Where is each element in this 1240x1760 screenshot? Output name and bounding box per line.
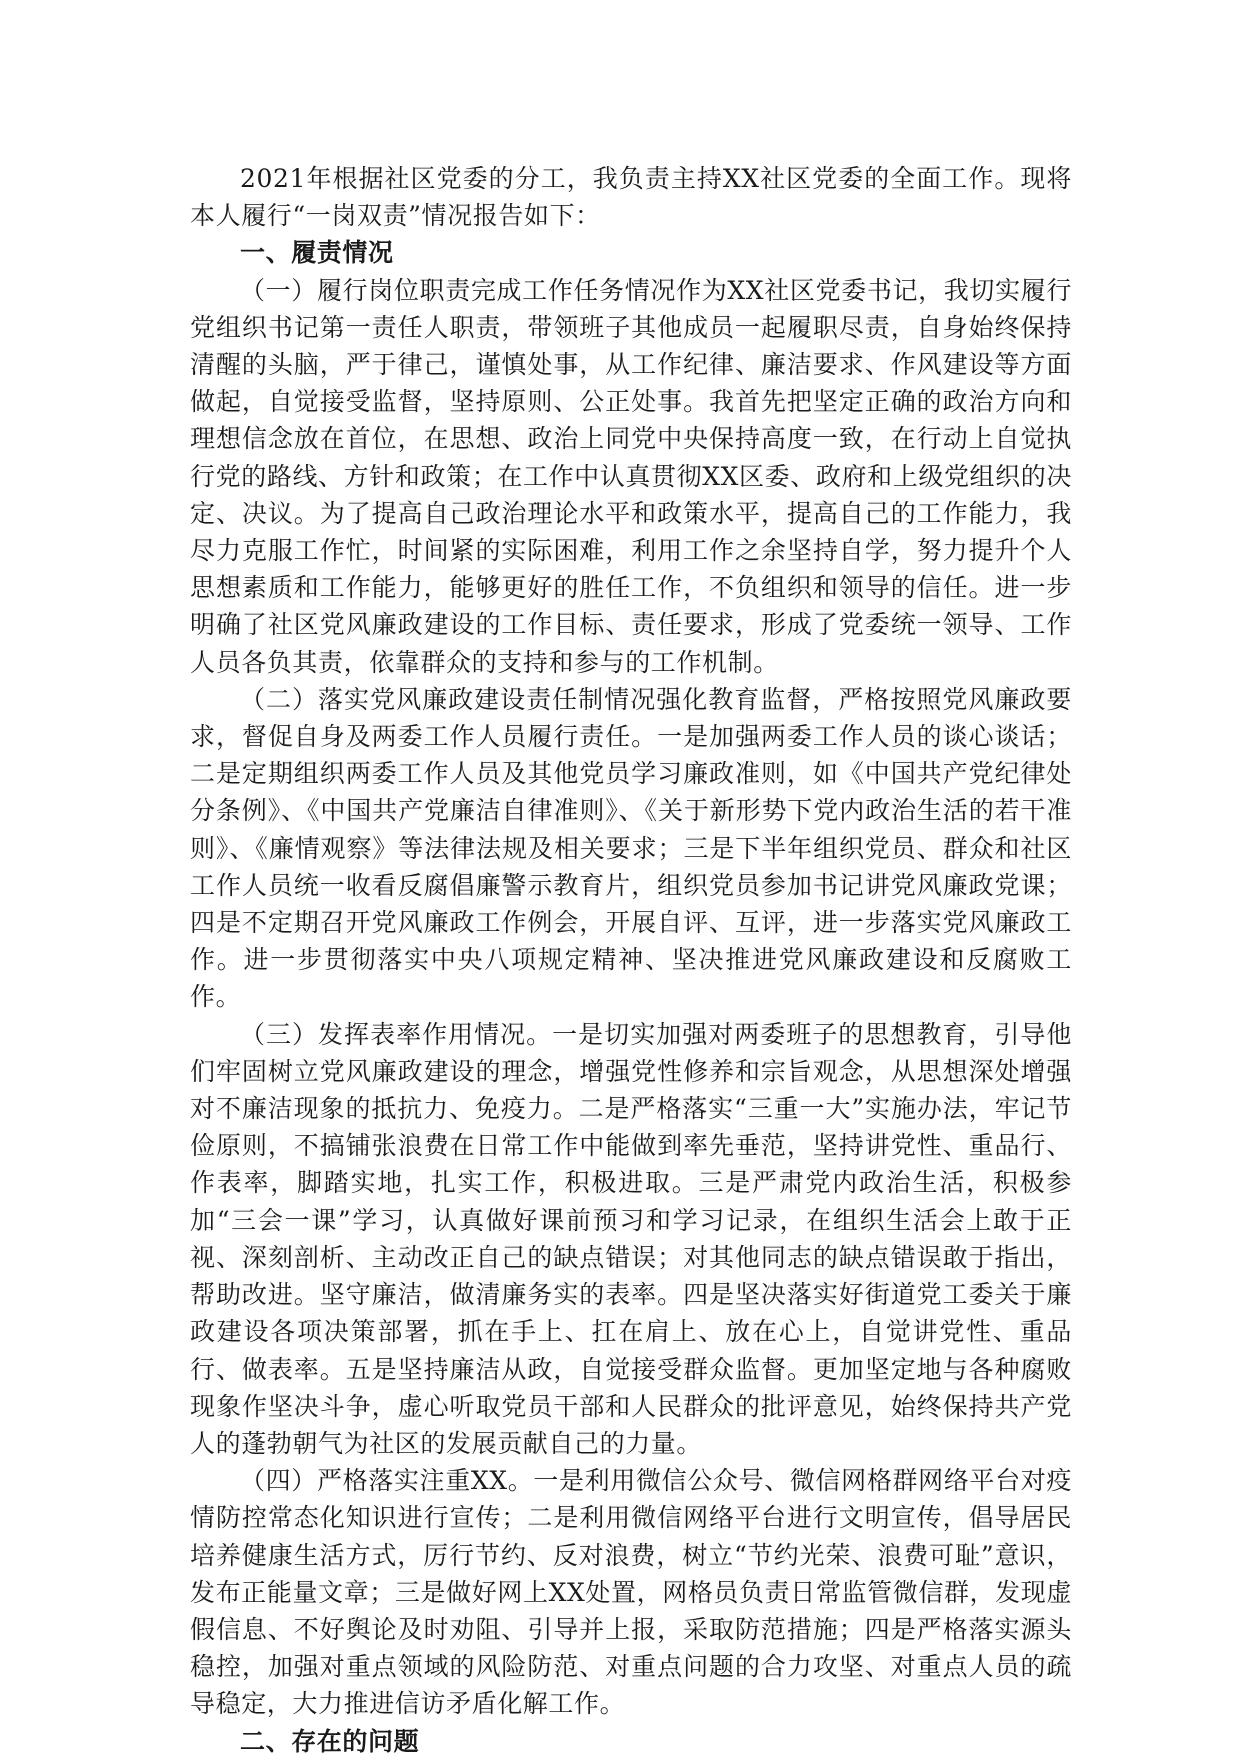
section-heading-problems: 二、存在的问题 (240, 1726, 420, 1756)
section-heading-performance: 一、履责情况 (240, 238, 394, 268)
paragraph-implementation: （四）严格落实注重XX。一是利用微信公众号、微信网格群网络平台对疫情防控常态化知识进行宣传；二是利用微信网络平台进行文明宣传，倡导居民培养健康生活方式，厉行节约、反对浪费，树立“节约光荣、浪费可耻”意识，发布正能量文章；三是做好网上XX处置，网格员负责日常监管微信群，发现虚假信息、不好舆论及时劝阻、引导并上报，采取防范措施；四是严格落实源头稳控，加强对重点领域的风险防范、对重点问题的合力攻坚、对重点人员的疏导稳定，大力推进信访矛盾化解工作。 (190, 1466, 1072, 1719)
document-body (190, 160, 1072, 1760)
intro-paragraph: 2021年根据社区党委的分工，我负责主持XX社区党委的全面工作。现将本人履行“一岗双责”情况报告如下： (190, 164, 1072, 231)
paragraph-clean-governance: （二）落实党风廉政建设责任制情况强化教育监督，严格按照党风廉政要求，督促自身及两委工作人员履行责任。一是加强两委工作人员的谈心谈话；二是定期组织两委工作人员及其他党员学习廉政准则，如《中国共产党纪律处分条例》、《中国共产党廉洁自律准则》、《关于新形势下党内政治生活的若干准则》、《廉情观察》等法律法规及相关要求；三是下半年组织党员、群众和社区工作人员统一收看反腐倡廉警示教育片，组织党员参加书记讲党风廉政党课；四是不定期召开党风廉政工作例会，开展自评、互评，进一步落实党风廉政工作。进一步贯彻落实中央八项规定精神、坚决推进党风廉政建设和反腐败工作。 (190, 684, 1072, 1012)
paragraph-exemplary-role: （三）发挥表率作用情况。一是切实加强对两委班子的思想教育，引导他们牢固树立党风廉政建设的理念，增强党性修养和宗旨观念，从思想深处增强对不廉洁现象的抵抗力、免疫力。二是严格落实“三重一大”实施办法，牢记节俭原则，不搞铺张浪费在日常工作中能做到率先垂范，坚持讲党性、重品行、作表率，脚踏实地，扎实工作，积极进取。三是严肃党内政治生活，积极参加“三会一课”学习，认真做好课前预习和学习记录，在组织生活会上敢于正视、深刻剖析、主动改正自己的缺点错误；对其他同志的缺点错误敢于指出，帮助改进。坚守廉洁，做清廉务实的表率。四是坚决落实好街道党工委关于廉政建设各项决策部署，抓在手上、扛在肩上、放在心上，自觉讲党性、重品行、做表率。五是坚持廉洁从政，自觉接受群众监督。更加坚定地与各种腐败现象作坚决斗争，虚心听取党员干部和人民群众的批评意见，始终保持共产党人的蓬勃朝气为社区的发展贡献自己的力量。 (190, 1019, 1072, 1458)
paragraph-job-duties: （一）履行岗位职责完成工作任务情况作为XX社区党委书记，我切实履行党组织书记第一责任人职责，带领班子其他成员一起履职尽责，自身始终保持清醒的头脑，严于律己，谨慎处事，从工作纪律、廉洁要求、作风建设等方面做起，自觉接受监督，坚持原则、公正处事。我首先把坚定正确的政治方向和理想信念放在首位，在思想、政治上同党中央保持高度一致，在行动上自觉执行党的路线、方针和政策；在工作中认真贯彻XX区委、政府和上级党组织的决定、决议。为了提高自己政治理论水平和政策水平，提高自己的工作能力，我尽力克服工作忙，时间紧的实际困难，利用工作之余坚持自学，努力提升个人思想素质和工作能力，能够更好的胜任工作，不负组织和领导的信任。进一步明确了社区党风廉政建设的工作目标、责任要求，形成了党委统一领导、工作人员各负其责，依靠群众的支持和参与的工作机制。 (190, 275, 1072, 677)
